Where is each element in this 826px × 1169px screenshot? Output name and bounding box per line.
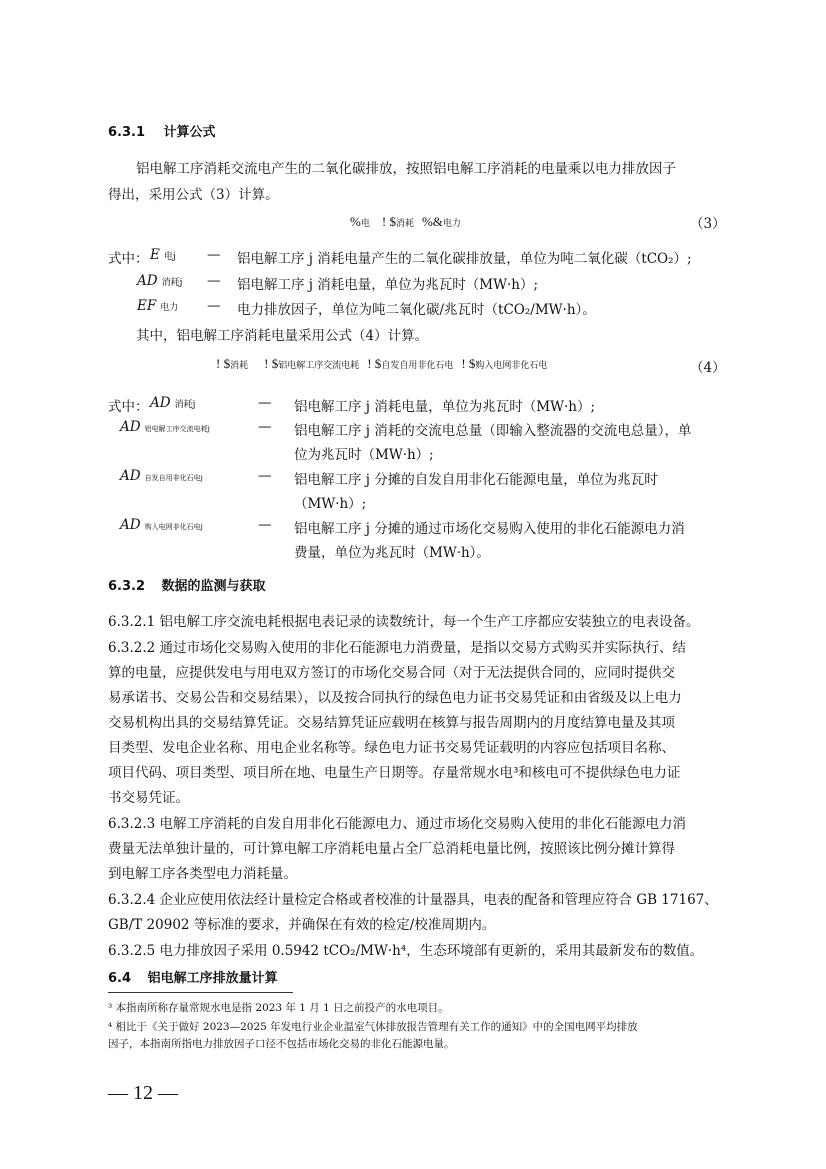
section-number: 6.3.1: [108, 125, 146, 140]
para-6322-line: 6.3.2.2 通过市场化交易购入使用的非化石能源电力消费量，是指以交易方式购买并实际执行、结: [108, 640, 687, 656]
var-symbol: E电j: [150, 247, 176, 263]
footnote-4-line: ⁴ 相比于《关于做好 2023—2025 年发电行业企业温室气体排放报告管理有关工作的通知》中的全国电网平均排放: [108, 1021, 638, 1033]
var-desc: 铝电解工序 j 分摊的自发自用非化石能源电量，单位为兆瓦时: [294, 472, 658, 488]
intro-line-1: 铝电解工序消耗交流电产生的二氧化碳排放，按照铝电解工序消耗的电量乘以电力排放因子: [136, 161, 676, 177]
var-symbol: AD 消耗j: [137, 273, 183, 289]
para-6321: 6.3.2.1 铝电解工序交流电耗根据电表记录的读数统计，每一个生产工序都应安装独立的电表设备。: [108, 614, 700, 630]
section-heading-631: [108, 121, 216, 140]
formula-3-number: （3）: [690, 216, 726, 232]
formula-4: ! $消耗 ! $铝电解工序交流电耗 ! $自发自用非化石电 ! $购入电网非化石电: [216, 356, 548, 371]
section-title: 计算公式: [163, 125, 216, 140]
var-symbol: AD 自发自用非化石电j: [120, 468, 203, 484]
var-symbol: AD 购入电网非化石电j: [120, 517, 203, 533]
formula-3: %电 ! $消耗 %&电力: [350, 214, 461, 229]
section-heading-64: [108, 967, 278, 986]
var-dash: —: [207, 298, 221, 314]
footnote-divider: [108, 992, 293, 993]
formula-4-number: （4）: [690, 360, 726, 376]
footnote-3: ³ 本指南所称存量常规水电是指 2023 年 1 月 1 日之前投产的水电项目。: [108, 1002, 449, 1014]
var-desc: 费量，单位为兆瓦时（MW·h）。: [294, 545, 490, 561]
para-6322-line: 项目代码、项目类型、项目所在地、电量生产日期等。存量常规水电³和核电可不提供绿色电力证: [108, 765, 681, 781]
var-desc: 铝电解工序 j 分摊的通过市场化交易购入使用的非化石能源电力消: [294, 521, 685, 537]
intro-line-2: 得出，采用公式（3）计算。: [108, 187, 279, 203]
var-desc: 铝电解工序 j 消耗电量，单位为兆瓦时（MW·h）;: [237, 277, 539, 293]
para-6325: 6.3.2.5 电力排放因子采用 0.5942 tCO₂/MW·h⁴，生态环境部有更新的，采用其最新发布的数值。: [108, 943, 704, 959]
var-dash: —: [207, 273, 221, 289]
para-6322-line: 算的电量，应提供发电与用电双方签订的市场化交易合同（对于无法提供合同的，应同时提供交: [108, 665, 675, 681]
intro-formula-4: 其中，铝电解工序消耗电量采用公式（4）计算。: [136, 328, 429, 344]
para-6322-line: 目类型、发电企业名称、用电企业名称等。绿色电力证书交易凭证载明的内容应包括项目名称、: [108, 740, 675, 756]
section-heading-632: [108, 575, 266, 594]
var-dash: —: [258, 517, 272, 533]
var-desc: 位为兆瓦时（MW·h）;: [294, 447, 434, 463]
footnote-4-line: 因子，本指南所指电力排放因子口径不包括市场化交易的非化石能源电量。: [108, 1038, 455, 1050]
para-6323-line: 6.3.2.3 电解工序消耗的自发自用非化石能源电力、通过市场化交易购入使用的非化石能源电力消: [108, 816, 687, 832]
para-6323-line: 费量无法单独计量的，可计算电解工序消耗电量占全厂总消耗电量比例，按照该比例分摊计算得: [108, 841, 675, 857]
var-desc: 铝电解工序 j 消耗电量产生的二氧化碳排放量，单位为吨二氧化碳（tCO₂）;: [237, 251, 692, 267]
para-6322-line: 易承诺书、交易公告和交易结果），以及按合同执行的绿色电力证书交易凭证和由省级及以上电力: [108, 690, 682, 706]
page-number: — 12 —: [108, 1082, 178, 1104]
para-6324-line: GB/T 20902 等标准的要求，并确保在有效的检定/校准周期内。: [108, 917, 496, 933]
where-label: 式中：: [108, 399, 149, 415]
var-dash: —: [258, 468, 272, 484]
var-dash: —: [258, 419, 272, 435]
para-6322-line: 交易机构出具的交易结算凭证。交易结算凭证应载明在核算与报告周期内的月度结算电量及其项: [108, 715, 675, 731]
var-desc: 铝电解工序 j 消耗电量，单位为兆瓦时（MW·h）;: [294, 399, 596, 415]
where-label: 式中：: [108, 251, 149, 267]
var-symbol: EF 电力: [137, 298, 179, 314]
section-title: 铝电解工序排放量计算: [147, 971, 278, 986]
para-6322-line: 书交易凭证。: [108, 790, 189, 806]
para-6323-line: 到电解工序各类型电力消耗量。: [108, 866, 297, 882]
section-number: 6.4: [108, 971, 132, 986]
var-desc: 铝电解工序 j 消耗的交流电总量（即输入整流器的交流电总量），单: [294, 423, 692, 439]
para-6324-line: 6.3.2.4 企业应使用依法经计量检定合格或者校准的计量器具，电表的配备和管理应符合 GB 17167、: [108, 892, 718, 908]
section-number: 6.3.2: [108, 579, 146, 594]
section-title: 数据的监测与获取: [161, 579, 266, 594]
var-symbol: AD 铝电解工序交流电耗j: [120, 419, 210, 435]
var-symbol: AD 消耗j: [150, 395, 196, 411]
var-desc: （MW·h）;: [294, 496, 367, 512]
var-dash: —: [258, 395, 272, 411]
var-dash: —: [207, 247, 221, 263]
var-desc: 电力排放因子，单位为吨二氧化碳/兆瓦时（tCO₂/MW·h）。: [237, 302, 596, 318]
